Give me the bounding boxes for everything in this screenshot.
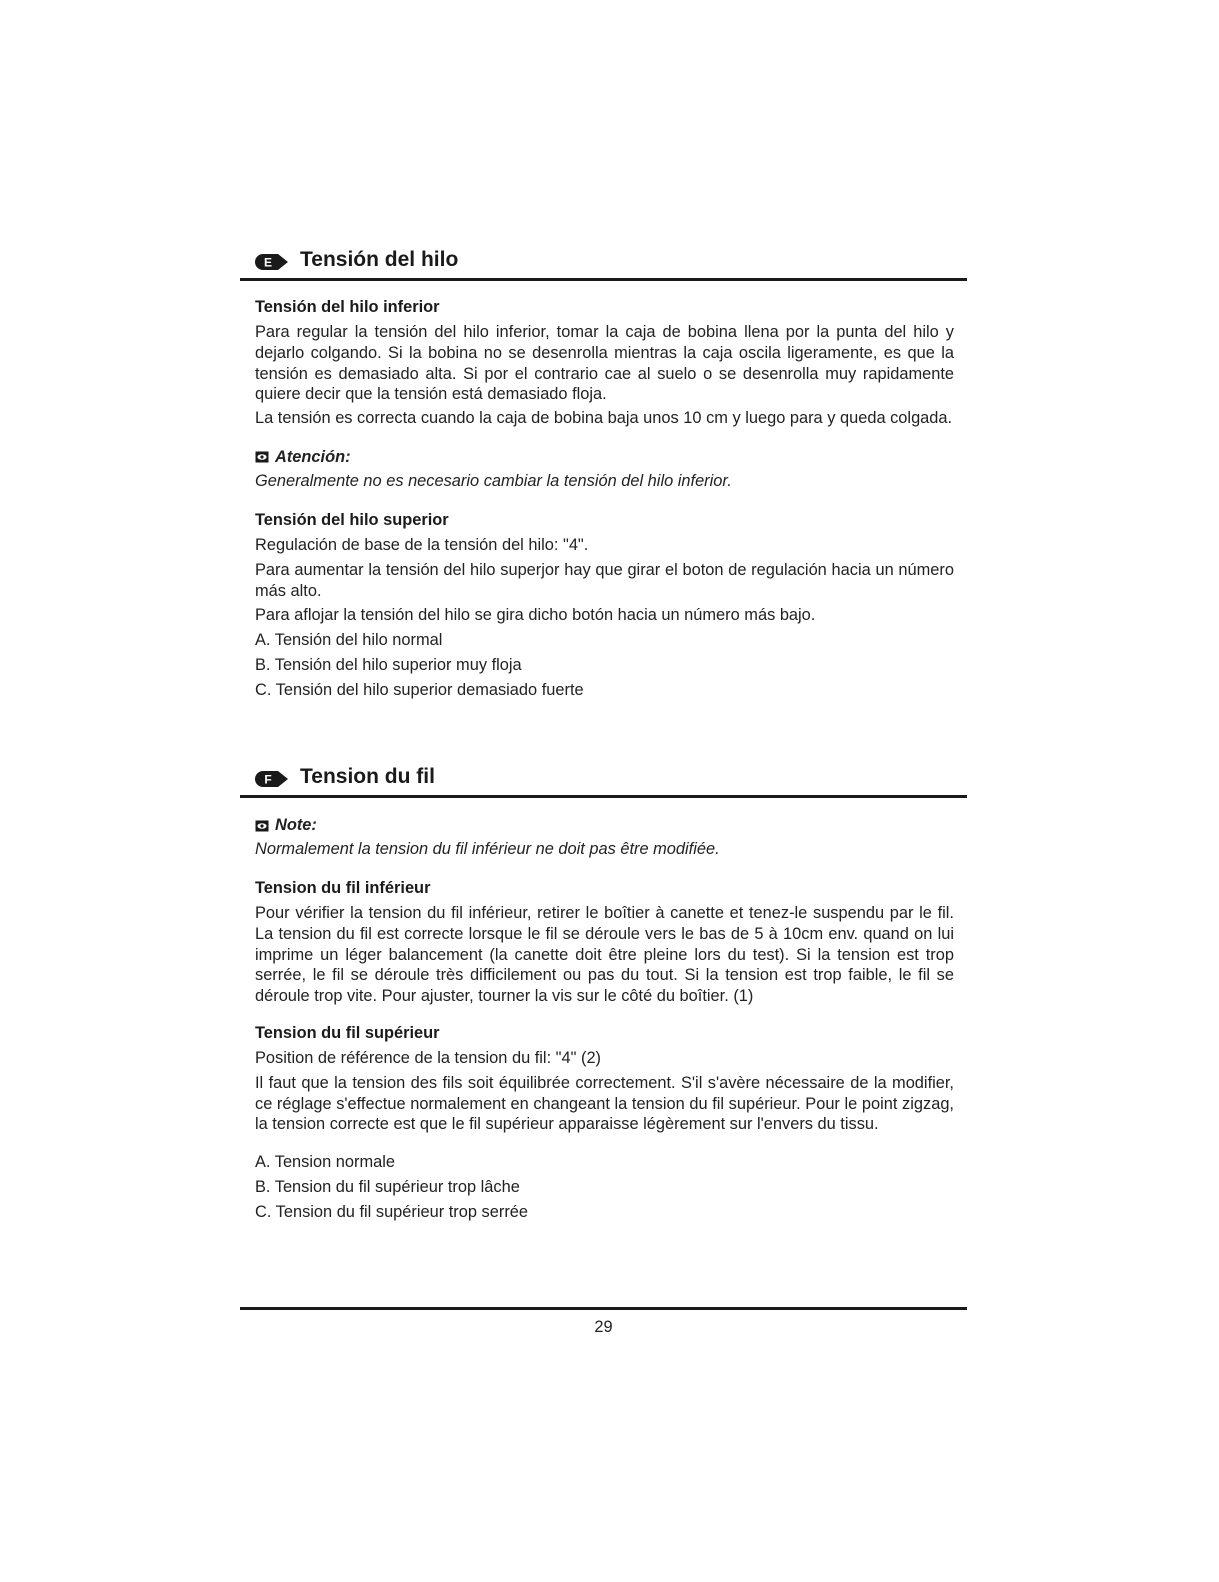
heading-upper-thread-fr: Tension du fil supérieur [255, 1023, 440, 1042]
paragraph-upper-thread-3-es: Para aflojar la tensión del hilo se gira dicho botón hacia un número más bajo. [255, 606, 816, 625]
language-badge-letter: F [264, 772, 272, 787]
language-tag-icon [254, 770, 290, 788]
language-badge-letter: E [263, 255, 273, 270]
attention-heading-es [255, 447, 954, 468]
list-item-b-es: B. Tensión del hilo superior muy floja [255, 656, 522, 675]
note-text-fr: Normalement la tension du fil inférieur ne doit pas être modifiée. [255, 840, 720, 858]
note-heading-fr [255, 815, 954, 836]
attention-text-es: Generalmente no es necesario cambiar la tensión del hilo inferior. [255, 471, 732, 490]
paragraph-lower-thread-1-es: Para regular la tensión del hilo inferior, tomar la caja de bobina llena por la punta del hilo y dejarlo colgando. Si la bobina no se desenrolla mientras la caja oscila ligeramente, es que la tensión es demasiado alta. Si por el contrario cae al suelo o se desenrolla muy rapidamente quiere decir que la tensión está demasiado floja. [255, 323, 954, 404]
list-item-c-es: C. Tensión del hilo superior demasiado fuerte [255, 681, 584, 700]
language-badge-f [254, 770, 290, 788]
eye-note-icon [255, 820, 269, 832]
paragraph-upper-thread-2-es: Para aumentar la tensión del hilo superjor hay que girar el boton de regulación hacia un número más alto. [255, 560, 954, 600]
paragraph-upper-thread-1-fr: Position de référence de la tension du fil: "4" (2) [255, 1048, 602, 1067]
paragraph-lower-thread-2-es: La tensión es correcta cuando la caja de bobina baja unos 10 cm y luego para y queda colgada. [255, 409, 953, 428]
heading-lower-thread-es: Tensión del hilo inferior [255, 298, 440, 316]
section-title-french: Tension du fil [300, 765, 435, 788]
section-header-french [240, 757, 967, 798]
paragraph-upper-thread-1-es: Regulación de base de la tensión del hilo: "4". [255, 535, 589, 554]
section-content-french [240, 815, 967, 1223]
section-title-spanish: Tensión del hilo [300, 248, 459, 271]
paragraph-lower-thread-fr: Pour vérifier la tension du fil inférieur, retirer le boîtier à canette et tenez-le suspendu par le fil. La tension du fil est correcte lorsque le fil se déroule vers le bas de 5 à 10cm env. quand on lui imprime un léger balancement (la canette doit être pleine lors du test). Si la tension est trop serrée, le fil se déroule très difficilement ou pas du tout. Si la tension est trop faible, le fil se déroule trop vite. Pour ajuster, tourner la vis sur le côté du boîtier. (1) [255, 904, 954, 1006]
page-number: 29 [594, 1318, 613, 1336]
footer-rule [240, 1307, 967, 1310]
section-spanish [240, 240, 967, 701]
list-item-a-fr: A. Tension normale [255, 1153, 396, 1172]
heading-upper-thread-es: Tensión del hilo superior [255, 510, 449, 529]
list-item-a-es: A. Tensión del hilo normal [255, 631, 443, 650]
heading-lower-thread-fr: Tension du fil inférieur [255, 879, 431, 897]
section-header-spanish [240, 240, 967, 281]
paragraph-upper-thread-2-fr: Il faut que la tension des fils soit équilibrée correctement. S'il s'avère nécessaire de la modifier, ce réglage s'effectue normalement en changeant la tension du fil supérieur. Pour le point zigzag, la tension correcte est que le fil supérieur apparaisse légèrement sur l'envers du tissu. [255, 1073, 954, 1134]
language-badge-e [254, 253, 290, 271]
list-item-b-fr: B. Tension du fil supérieur trop lâche [255, 1178, 520, 1197]
section-french [240, 757, 967, 1223]
language-tag-icon [254, 253, 290, 271]
attention-label-es: Atención: [275, 447, 351, 466]
note-label-fr: Note: [275, 816, 317, 834]
eye-note-icon [255, 451, 269, 463]
list-item-c-fr: C. Tension du fil supérieur trop serrée [255, 1203, 529, 1222]
section-content-spanish [240, 297, 967, 701]
